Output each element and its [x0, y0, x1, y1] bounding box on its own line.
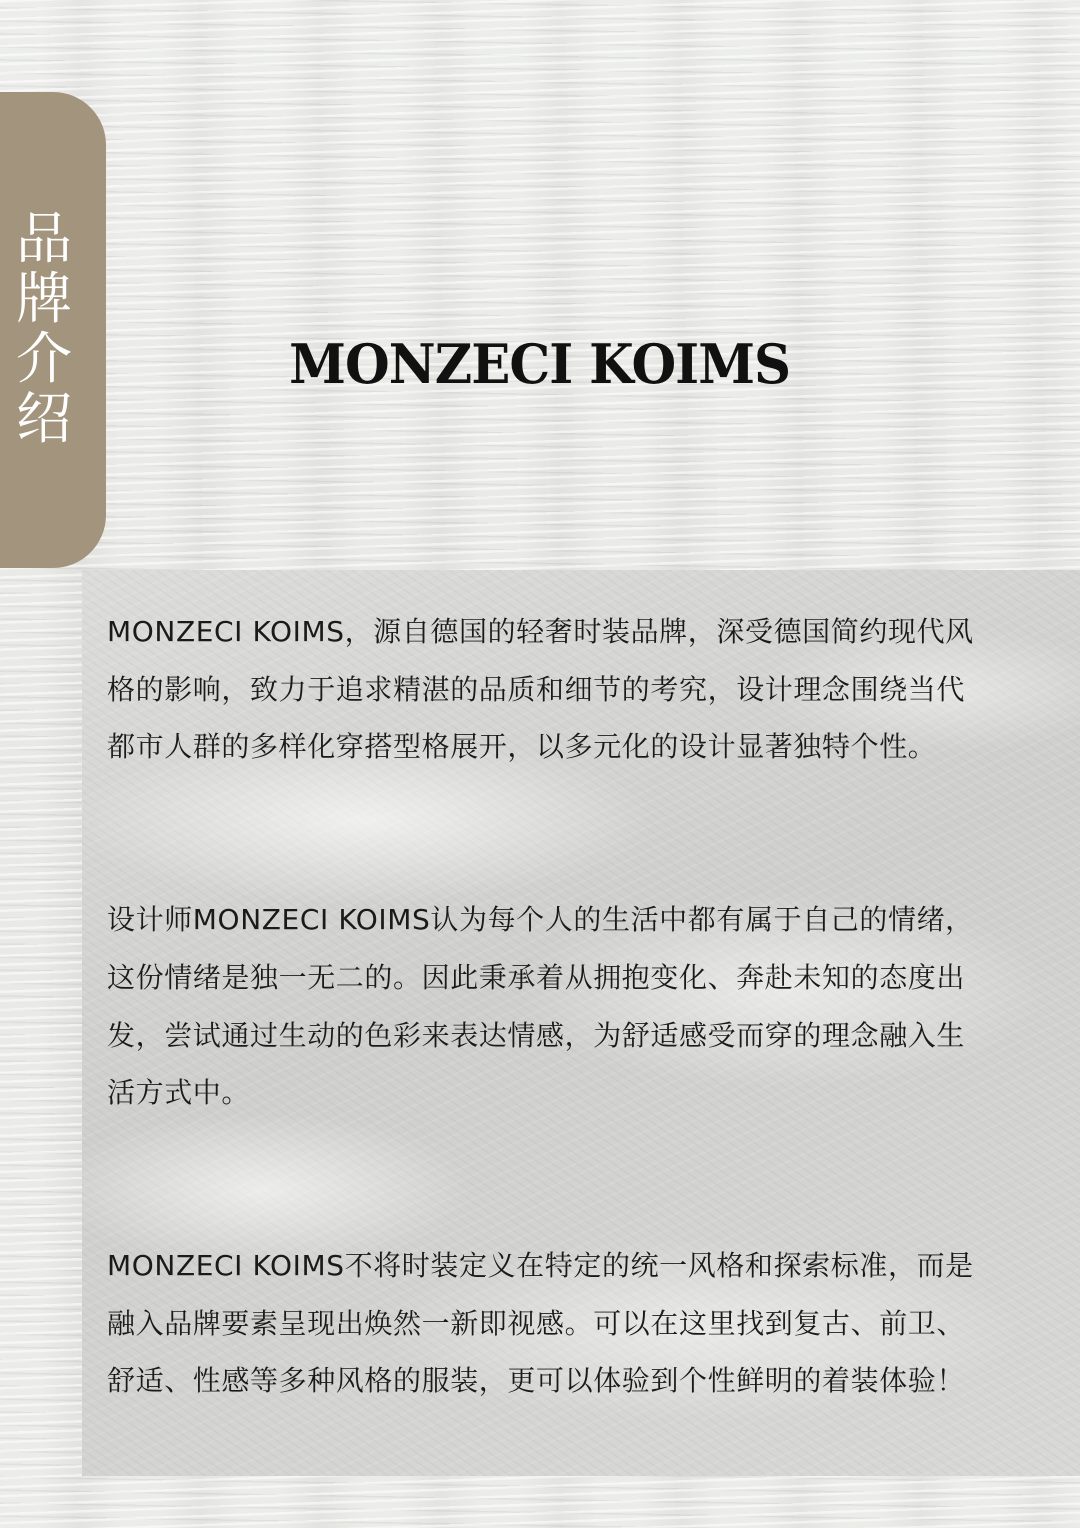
brand-title-text: MONZECI KOIMS: [289, 332, 791, 396]
section-tab-label: 品牌介绍: [16, 207, 72, 452]
paragraph-designer: 设计师MONZECI KOIMS认为每个人的生活中都有属于自己的情绪，这份情绪是独一无二的。因此秉承着从拥抱变化、奔赴未知的态度出发，尝试通过生动的色彩来表达情感，为舒适感受而穿的理念融入生活方式中。: [107, 903, 974, 1110]
paragraph-intro: MONZECI KOIMS，源自德国的轻奢时装品牌，深受德国简约现代风格的影响，致力于追求精湛的品质和细节的考究，设计理念围绕当代都市人群的多样化穿搭型格展开，以多元化的设计显著独特个性。: [107, 615, 974, 764]
paragraph-style: MONZECI KOIMS不将时装定义在特定的统一风格和探索标准，而是融入品牌要素呈现出焕然一新即视感。可以在这里找到复古、前卫、舒适、性感等多种风格的服装，更可以体验到个性鲜明的着装体验！: [107, 1248, 974, 1398]
brand-description: [107, 603, 987, 1410]
brand-title: [0, 332, 1080, 396]
section-tab: [0, 92, 106, 568]
